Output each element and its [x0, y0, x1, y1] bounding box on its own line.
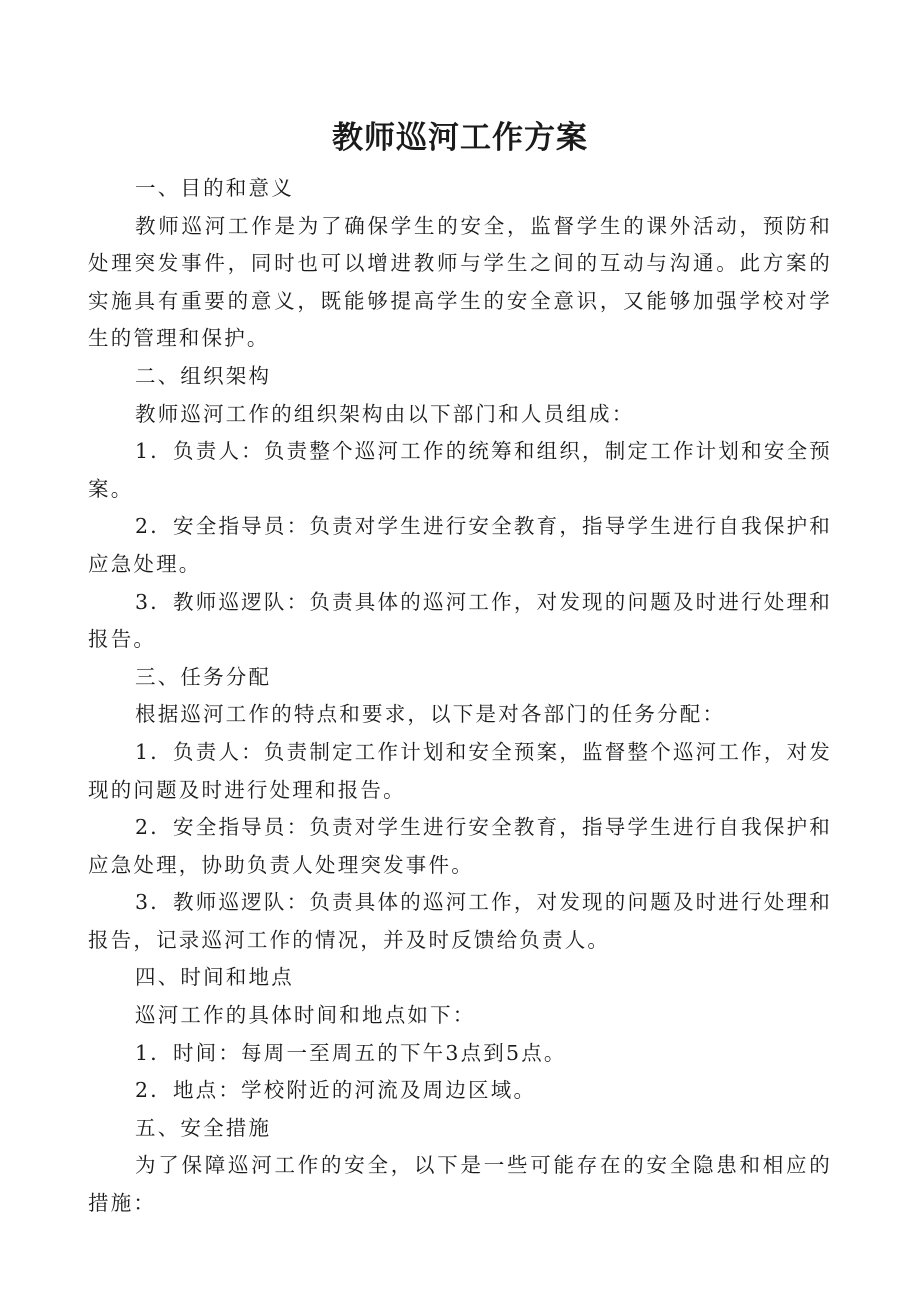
section-heading-safety: 五、安全措施 — [135, 1115, 272, 1140]
section-heading-tasks: 三、任务分配 — [135, 664, 272, 689]
list-item-place: 2．地点：学校附近的河流及周边区域。 — [135, 1078, 537, 1103]
section-heading-organization: 二、组织架构 — [135, 363, 272, 388]
list-item-org-safety-instructor: 2．安全指导员：负责对学生进行安全教育，指导学生进行自我保护和应急处理。 — [88, 514, 832, 576]
section-heading-time-place: 四、时间和地点 — [135, 965, 294, 990]
paragraph-organization-intro: 教师巡河工作的组织架构由以下部门和人员组成： — [135, 401, 635, 426]
paragraph-time-place-intro: 巡河工作的具体时间和地点如下： — [135, 1003, 476, 1028]
paragraph-safety-intro: 为了保障巡河工作的安全，以下是一些可能存在的安全隐患和相应的措施： — [88, 1153, 832, 1216]
list-item-org-leader: 1．负责人：负责整个巡河工作的统筹和组织，制定工作计划和安全预案。 — [88, 439, 832, 501]
section-heading-purpose: 一、目的和意义 — [135, 176, 294, 200]
list-item-task-patrol-team: 3．教师巡逻队：负责具体的巡河工作，对发现的问题及时进行处理和报告，记录巡河工作的情况，并及时反馈给负责人。 — [88, 890, 832, 952]
paragraph-tasks-intro: 根据巡河工作的特点和要求，以下是对各部门的任务分配： — [135, 702, 726, 727]
list-item-task-leader: 1．负责人：负责制定工作计划和安全预案，监督整个巡河工作，对发现的问题及时进行处理和报告。 — [88, 739, 832, 802]
list-item-time: 1．时间：每周一至周五的下午3点到5点。 — [135, 1040, 567, 1065]
list-item-org-patrol-team: 3．教师巡逻队：负责具体的巡河工作，对发现的问题及时进行处理和报告。 — [88, 589, 832, 652]
list-item-task-safety-instructor: 2．安全指导员：负责对学生进行安全教育，指导学生进行自我保护和应急处理，协助负责人处理突发事件。 — [88, 815, 832, 877]
document-title: 教师巡河工作方案 — [332, 120, 588, 156]
paragraph-purpose: 教师巡河工作是为了确保学生的安全，监督学生的课外活动，预防和处理突发事件，同时也可以增进教师与学生之间的互动与沟通。此方案的实施具有重要的意义，既能够提高学生的安全意识，又能够加强学校对学生的管理和保护。 — [88, 213, 832, 351]
document-body — [88, 170, 832, 1223]
